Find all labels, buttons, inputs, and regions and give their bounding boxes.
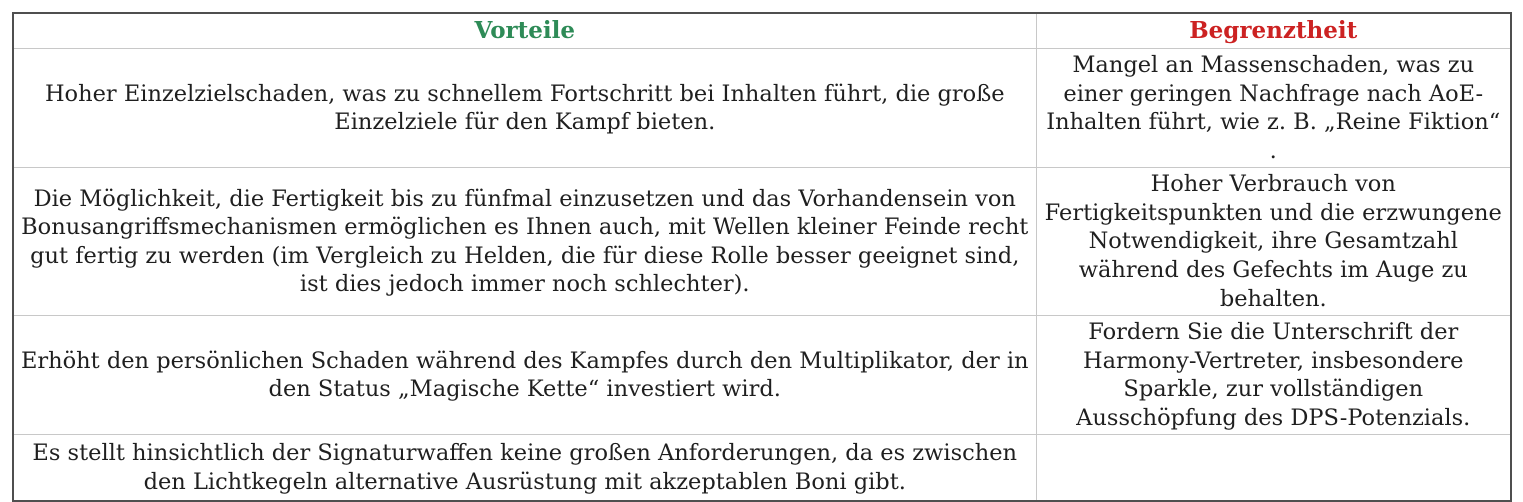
- begrenztheit-header: Begrenztheit: [1036, 13, 1511, 49]
- vorteile-cell-2: Die Möglichkeit, die Fertigkeit bis zu fünfmal einzusetzen und das Vorhandensein von Bonusangriffsmechanismen ermöglichen es Ihnen auch, mit Wellen kleiner Feinde recht gut fertig zu werden (im Vergleich zu Helden, die für diese Rolle besser geeignet sind, ist dies jedoch immer noch schlechter).: [13, 168, 1036, 316]
- pros-cons-table: [12, 12, 1512, 502]
- vorteile-cell-1: Hoher Einzelzielschaden, was zu schnellem Fortschritt bei Inhalten führt, die große Einzelziele für den Kampf bieten.: [13, 49, 1036, 168]
- begrenztheit-cell-3: Fordern Sie die Unterschrift der Harmony-Vertreter, insbesondere Sparkle, zur vollständigen Ausschöpfung des DPS-Potenzials.: [1036, 316, 1511, 435]
- header-row: [13, 13, 1511, 49]
- vorteile-cell-3: Erhöht den persönlichen Schaden während des Kampfes durch den Multiplikator, der in den Status „Magische Kette“ investiert wird.: [13, 316, 1036, 435]
- begrenztheit-cell-1: Mangel an Massenschaden, was zu einer geringen Nachfrage nach AoE-Inhalten führt, wie z. B. „Reine Fiktion“ .: [1036, 49, 1511, 168]
- vorteile-cell-4: Es stellt hinsichtlich der Signaturwaffen keine großen Anforderungen, da es zwischen den Lichtkegeln alternative Ausrüstung mit akzeptablen Boni gibt.: [13, 435, 1036, 502]
- begrenztheit-cell-4: [1036, 435, 1511, 502]
- table-row: [13, 316, 1511, 435]
- table-row: [13, 435, 1511, 502]
- table-row: [13, 168, 1511, 316]
- vorteile-header: Vorteile: [13, 13, 1036, 49]
- table-row: [13, 49, 1511, 168]
- begrenztheit-cell-2: Hoher Verbrauch von Fertigkeitspunkten und die erzwungene Notwendigkeit, ihre Gesamtzahl während des Gefechts im Auge zu behalten.: [1036, 168, 1511, 316]
